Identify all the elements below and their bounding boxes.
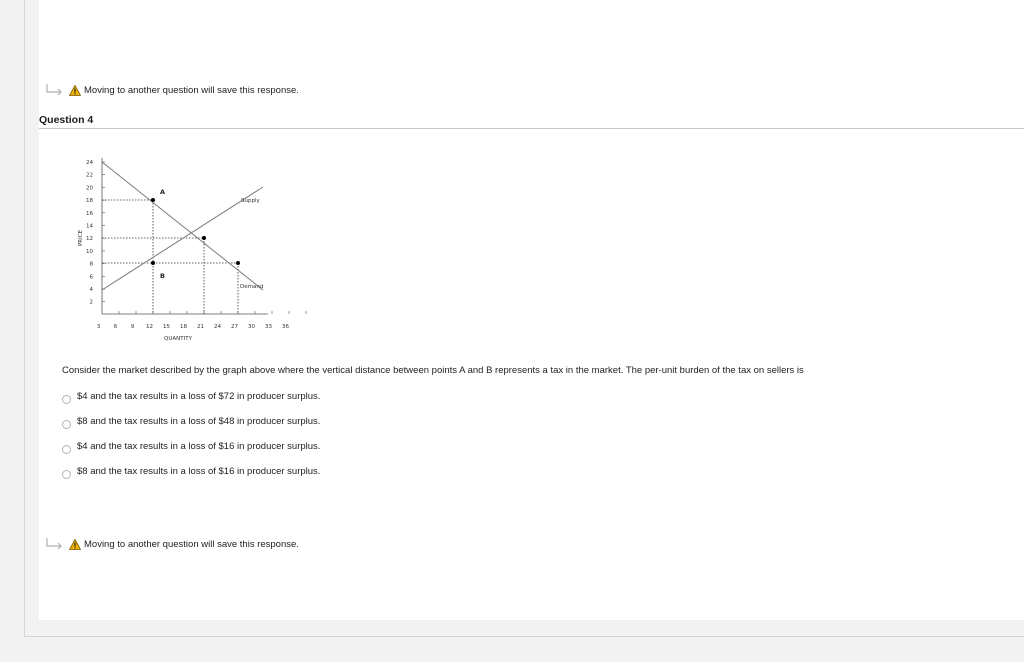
answer-option-label: $8 and the tax results in a loss of $48 in producer surplus. — [77, 415, 321, 427]
point-b-label: B — [160, 272, 165, 280]
answer-option-label: $4 and the tax results in a loss of $16 in producer surplus. — [77, 440, 321, 452]
y-tick-label: 24 — [86, 160, 93, 166]
warning-icon — [69, 539, 81, 550]
demand-label: Demand — [240, 284, 264, 290]
warning-text: Moving to another question will save this response. — [84, 538, 299, 550]
y-tick-label: 4 — [89, 287, 93, 293]
question-title: Question 4 — [39, 114, 94, 126]
point-a-label: A — [160, 188, 166, 196]
return-arrow-icon — [45, 83, 65, 97]
x-tick-label: 30 — [248, 324, 255, 330]
radio-button[interactable] — [62, 445, 71, 454]
x-tick-label: 18 — [180, 324, 187, 330]
supply-label: Supply — [241, 198, 260, 204]
x-axis-label: QUANTITY — [164, 336, 192, 342]
x-tick-label: 33 — [265, 324, 272, 330]
y-axis-label: PRICE — [78, 229, 84, 247]
question-header — [39, 114, 1024, 129]
y-tick-label: 14 — [86, 223, 93, 230]
y-tick-label: 12 — [86, 236, 93, 243]
radio-button[interactable] — [62, 470, 71, 479]
supply-curve — [102, 187, 263, 290]
answer-option-3[interactable] — [62, 439, 320, 453]
radio-button[interactable] — [62, 420, 71, 429]
point-right — [236, 261, 240, 265]
x-tick-label: 12 — [146, 324, 153, 330]
y-tick-label: 16 — [86, 210, 93, 217]
question-prompt: Consider the market described by the graph above where the vertical distance between points A and B represents a tax in the market. The per-unit burden of the tax on sellers is — [62, 365, 804, 376]
top-warning — [45, 80, 299, 100]
answer-option-2[interactable] — [62, 414, 320, 428]
y-tick-label: 22 — [86, 172, 93, 179]
answer-option-label: $4 and the tax results in a loss of $72 in producer surplus. — [77, 390, 321, 402]
point-b — [151, 261, 155, 265]
supply-demand-graph — [68, 150, 289, 350]
answer-option-4[interactable] — [62, 464, 320, 478]
x-tick-label: 21 — [197, 324, 204, 330]
y-tick-label: 20 — [86, 185, 93, 192]
radio-button[interactable] — [62, 395, 71, 404]
answer-option-label: $8 and the tax results in a loss of $16 in producer surplus. — [77, 465, 321, 477]
y-tick-label: 18 — [86, 198, 93, 205]
return-arrow-icon — [45, 537, 65, 551]
point-a — [151, 198, 155, 202]
answer-option-1[interactable] — [62, 389, 320, 403]
y-tick-label: 10 — [86, 248, 93, 255]
y-tick-label: 2 — [89, 299, 93, 306]
warning-text: Moving to another question will save this response. — [84, 84, 299, 96]
x-tick-label: 3 — [96, 324, 101, 330]
point-equilibrium — [202, 236, 206, 240]
x-tick-label: 15 — [163, 324, 170, 330]
x-tick-label: 27 — [231, 324, 238, 330]
bottom-warning — [45, 534, 299, 554]
x-tick-label: 24 — [214, 324, 221, 330]
warning-icon — [69, 85, 81, 96]
y-tick-label: 6 — [89, 274, 93, 281]
demand-curve — [102, 162, 263, 290]
y-tick-label: 8 — [89, 261, 93, 268]
x-tick-label: 9 — [130, 324, 135, 330]
x-tick-label: 6 — [113, 324, 118, 330]
x-tick-label: 36 — [282, 324, 289, 330]
